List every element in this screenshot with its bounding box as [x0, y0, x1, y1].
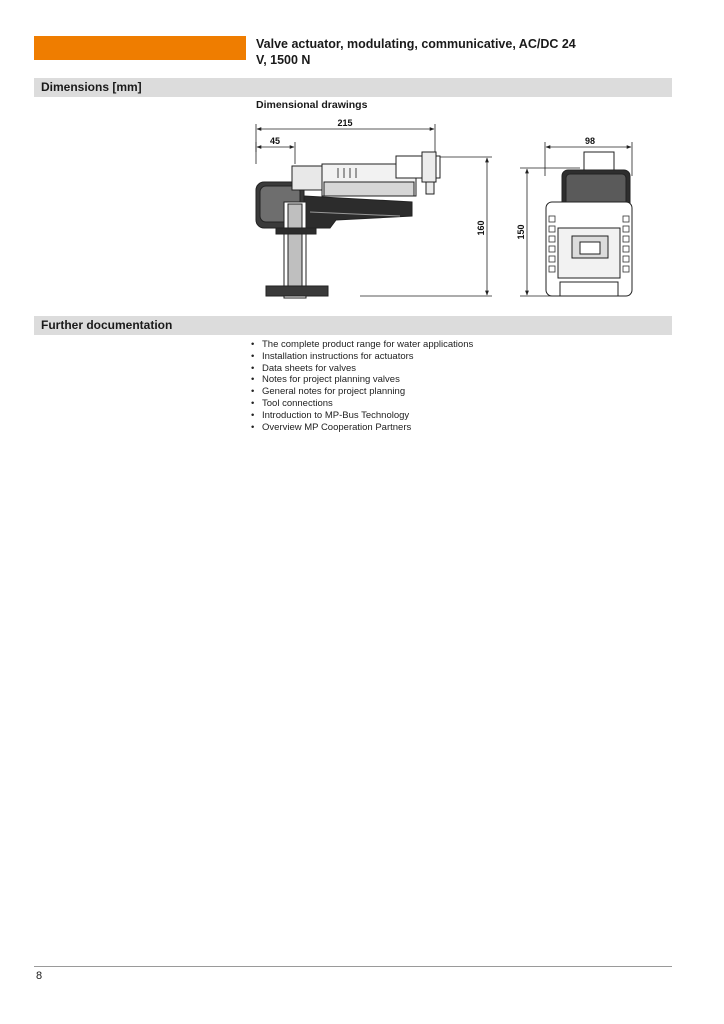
title-line-1: Valve actuator, modulating, communicative, AC/DC 24: [256, 37, 576, 51]
list-item: • Overview MP Cooperation Partners: [250, 422, 473, 434]
title-line-2: V, 1500 N: [256, 53, 311, 67]
list-item: • Tool connections: [250, 398, 473, 410]
dim-label-215: 215: [337, 118, 353, 128]
list-item: • Introduction to MP-Bus Technology: [250, 410, 473, 422]
list-item: • General notes for project planning: [250, 386, 473, 398]
list-item: • Data sheets for valves: [250, 363, 473, 375]
documentation-list: [250, 339, 473, 433]
side-view: [256, 152, 440, 298]
dim-label-98: 98: [584, 136, 596, 146]
dimensional-drawing: [240, 116, 660, 312]
dim-label-160: 160: [476, 220, 486, 236]
list-item: • The complete product range for water applications: [250, 339, 473, 351]
page-number: 8: [36, 970, 43, 982]
front-view: [546, 152, 632, 296]
footer-divider: [34, 966, 672, 967]
dim-label-45: 45: [269, 136, 281, 146]
drawing-title: Dimensional drawings: [256, 99, 368, 111]
list-item: • Notes for project planning valves: [250, 374, 473, 386]
brand-accent-bar: [34, 36, 246, 60]
list-item: • Installation instructions for actuators: [250, 351, 473, 363]
dim-label-150: 150: [516, 224, 526, 240]
section-header-dimensions: Dimensions [mm]: [34, 78, 672, 97]
document-title: [256, 36, 596, 68]
section-header-further-documentation: Further documentation: [34, 316, 672, 335]
